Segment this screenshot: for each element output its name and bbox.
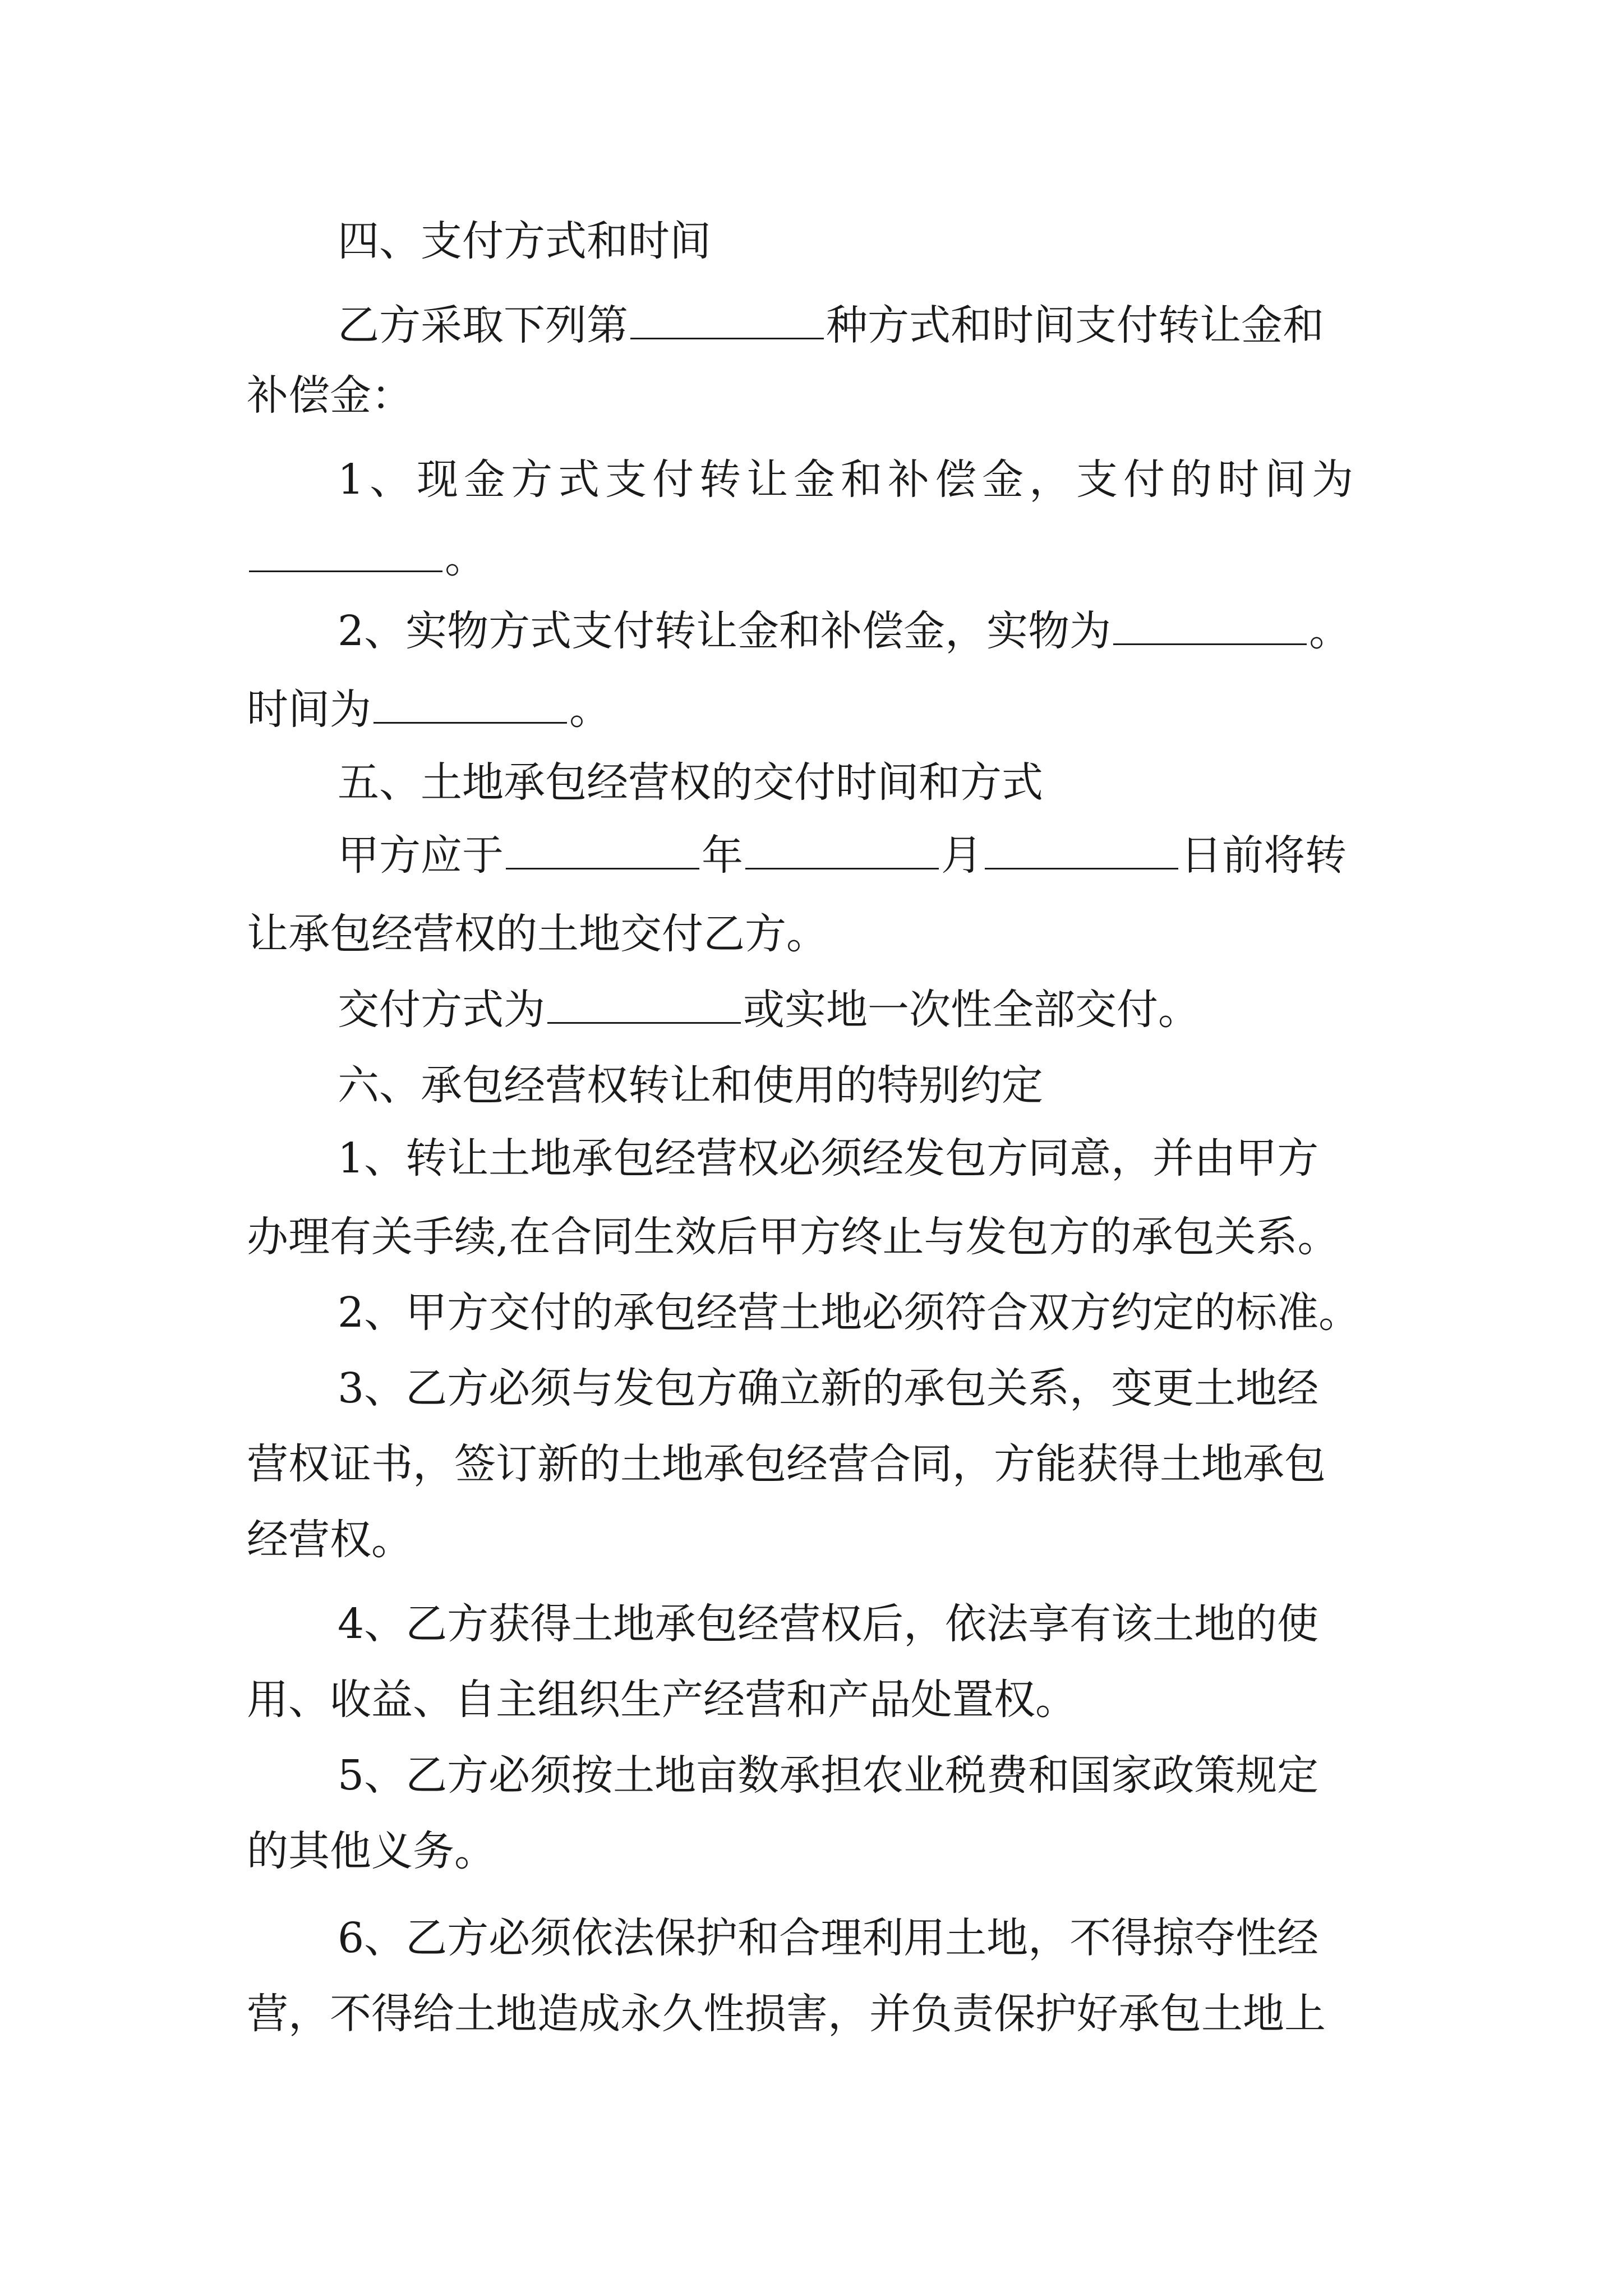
section-5-date-cont: 让承包经营权的土地交付乙方。 bbox=[247, 910, 828, 958]
payment-method-blank[interactable] bbox=[630, 304, 824, 339]
section-5-method-text-b: 或实地一次性全部交付。 bbox=[743, 986, 1200, 1034]
section-4-item-1-end: 。 bbox=[445, 534, 486, 582]
section-6-item-6-line-2 bbox=[247, 1983, 1623, 2045]
section-6-item-2-text: 2、甲方交付的承包经营土地必须符合双方约定的标准。 bbox=[338, 1289, 1361, 1337]
section-6-item-4-text-1: 4、乙方获得土地承包经营权后，依法享有该土地的使 bbox=[338, 1600, 1319, 1648]
section-5-year-label: 年 bbox=[702, 831, 743, 880]
section-6-title-text: 六、承包经营权转让和使用的特别约定 bbox=[338, 1061, 1043, 1110]
section-5-method-line bbox=[338, 979, 1623, 1041]
section-5-title-text: 五、土地承包经营权的交付时间和方式 bbox=[338, 758, 1043, 807]
section-6-item-6-line-1 bbox=[338, 1907, 1623, 1969]
section-6-item-2-line bbox=[338, 1282, 1623, 1343]
section-5-day-label: 日前将转 bbox=[1181, 831, 1347, 880]
section-4-item-2-line-1 bbox=[338, 600, 1623, 662]
section-6-item-3-text-2: 营权证书，签订新的土地承包经营合同，方能获得土地承包 bbox=[247, 1440, 1326, 1488]
section-6-item-4-line-1 bbox=[338, 1593, 1623, 1655]
section-6-item-5-line-1 bbox=[338, 1745, 1623, 1806]
section-4-item-2-time-end: 。 bbox=[569, 685, 611, 734]
section-6-item-1-text-1: 1、转让土地承包经营权必须经发包方同意，并由甲方 bbox=[338, 1134, 1319, 1182]
section-5-title bbox=[338, 752, 1623, 813]
section-6-item-3-line-2 bbox=[247, 1433, 1623, 1495]
cash-payment-time-blank[interactable] bbox=[249, 537, 442, 572]
section-6-item-4-text-2: 用、收益、自主组织生产经营和产品处置权。 bbox=[247, 1676, 1077, 1724]
section-6-item-3-text-3: 经营权。 bbox=[247, 1516, 413, 1564]
section-5-month-label: 月 bbox=[941, 831, 983, 880]
section-4-item-2-text: 2、实物方式支付转让金和补偿金，实物为 bbox=[338, 607, 1112, 655]
section-4-intro-text-a: 乙方采取下列第 bbox=[338, 301, 628, 349]
section-6-item-4-line-2 bbox=[247, 1669, 1623, 1731]
section-6-item-3-text-1: 3、乙方必须与发包方确立新的承包关系，变更土地经 bbox=[338, 1364, 1319, 1412]
section-4-item-1-text: 1、现金方式支付转让金和补偿金，支付的时间为 bbox=[338, 455, 1359, 504]
delivery-day-blank[interactable] bbox=[985, 834, 1178, 869]
section-5-date-text-a: 甲方应于 bbox=[338, 831, 504, 880]
section-6-item-1-line-1 bbox=[338, 1128, 1623, 1189]
section-4-intro-line-1 bbox=[338, 295, 1623, 356]
section-6-title bbox=[338, 1055, 1623, 1116]
section-6-item-6-text-2: 营，不得给土地造成永久性损害，并负责保护好承包土地上 bbox=[247, 1990, 1326, 2038]
section-4-item-1-line-2 bbox=[247, 527, 1623, 589]
section-4-title bbox=[338, 210, 1623, 272]
delivery-method-blank[interactable] bbox=[547, 988, 741, 1024]
section-6-item-6-text-1: 6、乙方必须依法保护和合理利用土地，不得掠夺性经 bbox=[338, 1914, 1319, 1962]
section-6-item-1-text-2: 办理有关手续,在合同生效后甲方终止与发包方的承包关系。 bbox=[247, 1213, 1339, 1261]
goods-payment-blank[interactable] bbox=[1113, 610, 1307, 645]
delivery-year-blank[interactable] bbox=[506, 834, 699, 869]
section-4-item-2-time-label: 时间为 bbox=[247, 685, 371, 734]
section-6-item-3-line-1 bbox=[338, 1358, 1623, 1419]
section-6-item-5-text-2: 的其他义务。 bbox=[247, 1827, 496, 1875]
section-6-item-3-line-3 bbox=[247, 1509, 1623, 1571]
section-4-item-1-line-1 bbox=[338, 449, 1623, 510]
section-4-intro-text-b: 种方式和时间支付转让金和 bbox=[826, 301, 1324, 349]
section-5-date-line-2 bbox=[247, 903, 1623, 965]
section-6-item-1-line-2 bbox=[247, 1206, 1623, 1268]
section-4-intro-line-2 bbox=[247, 365, 1623, 426]
section-4-intro-text-c: 补偿金： bbox=[247, 371, 413, 420]
section-5-method-text-a: 交付方式为 bbox=[338, 986, 545, 1034]
section-6-item-5-line-2 bbox=[247, 1820, 1623, 1882]
section-4-item-2-line-2 bbox=[247, 679, 1623, 740]
section-5-date-line-1 bbox=[338, 825, 1623, 886]
section-4-title-text: 四、支付方式和时间 bbox=[338, 217, 711, 265]
section-4-item-2-end: 。 bbox=[1309, 607, 1351, 655]
section-6-item-5-text-1: 5、乙方必须按土地亩数承担农业税费和国家政策规定 bbox=[338, 1751, 1319, 1800]
delivery-month-blank[interactable] bbox=[745, 834, 939, 869]
goods-payment-time-blank[interactable] bbox=[374, 688, 567, 724]
